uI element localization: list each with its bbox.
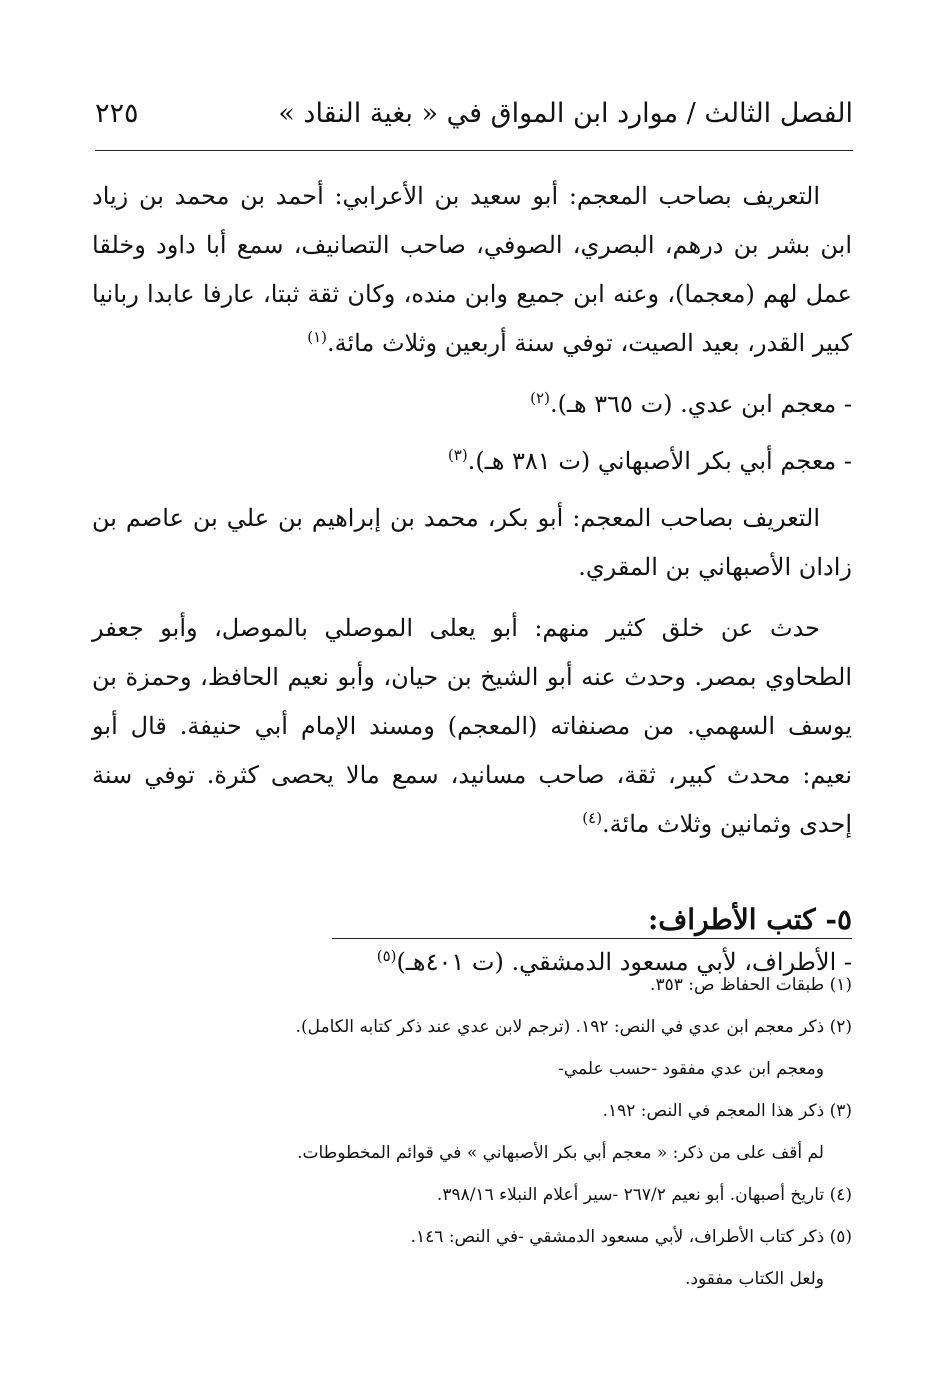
footnote-2: (٢) ذكر معجم ابن عدي في النص: ١٩٢. (ترجم لابن عدي عند ذكر كتابه الكامل). <box>295 1017 852 1037</box>
footnote-5: (٥) ذكر كتاب الأطراف، لأبي مسعود الدمشقي -في النص: ١٤٦. <box>410 1227 852 1247</box>
footnote-ref: (٥) <box>376 947 397 965</box>
footnote-4: (٤) تاريخ أصبهان. أبو نعيم ٢٦٧/٢ -سير أعلام النبلاء ٣٩٨/١٦. <box>436 1185 852 1205</box>
footnote-ref: (١) <box>307 328 327 346</box>
item-text: - معجم أبي بكر الأصبهاني (ت ٣٨١ هـ). <box>467 447 852 475</box>
footnote-1: (١) طبقات الحفاظ ص: ٣٥٣. <box>650 975 852 995</box>
section-heading: ٥- كتب الأطراف: <box>647 903 852 936</box>
footnotes <box>92 964 852 1300</box>
paragraph-text: حدث عن خلق كثير منهم: أبو يعلى الموصلي بالموصل، وأبو جعفر الطحاوي بمصر. وحدث عنه أبو الشيخ بن حيان، وأبو نعيم الحافظ، وحمزة بن يوسف السهمي. من مصنفاته (المعجم) ومسند الإمام أبي حنيفة. قال أبو نعيم: محدث كبير، ثقة، صاحب مسانيد، سمع مالا يحصى كثرة. توفي سنة إحدى وثمانين وثلاث مائة. <box>92 614 853 838</box>
chapter-title: الفصل الثالث / موارد ابن المواق في « بغية النقاد » <box>278 98 853 129</box>
main-text <box>92 172 852 995</box>
footnote-3-continuation: لم أقف على من ذكر: « معجم أبي بكر الأصبهاني » في قوائم المخطوطات. <box>297 1143 824 1163</box>
page-number: ٢٢٥ <box>95 98 139 129</box>
footnote-ref: (٤) <box>582 809 603 827</box>
item-text: - الأطراف، لأبي مسعود الدمشقي. (ت ٤٠١هـ) <box>396 948 852 976</box>
list-item-asbahani <box>92 437 852 486</box>
paragraph-asbahani-details <box>92 604 852 849</box>
item-text: - معجم ابن عدي. (ت ٣٦٥ هـ). <box>549 390 852 418</box>
footnote-5-continuation: ولعل الكتاب مفقود. <box>685 1269 824 1289</box>
paragraph-asbahani-bio: التعريف بصاحب المعجم: أبو بكر، محمد بن إبراهيم بن علي بن عاصم بن زادان الأصبهاني بن المقري. <box>92 504 852 581</box>
footnote-2-continuation: ومعجم ابن عدي مفقود -حسب علمي- <box>558 1059 824 1079</box>
paragraph-text: التعريف بصاحب المعجم: أبو سعيد بن الأعرابي: أحمد بن محمد بن زياد ابن بشر بن درهم، البصري، الصوفي، صاحب التصانيف، سمع أبا داود وخلقا عمل لهم (معجما)، وعنه ابن جميع وابن منده، وكان ثقة ثبتا، عارفا عابدا ربانيا كبير القدر، بعيد الصيت، توفي سنة أربعين وثلاث مائة. <box>92 182 852 357</box>
footnote-ref: (٣) <box>447 446 468 464</box>
footnote-divider <box>332 938 852 939</box>
footnote-ref: (٢) <box>530 389 550 407</box>
page-header <box>95 96 853 151</box>
paragraph-ibn-al-arabi <box>92 172 852 368</box>
list-item-ibn-adi <box>92 380 852 429</box>
footnote-3: (٣) ذكر هذا المعجم في النص: ١٩٢. <box>602 1101 852 1121</box>
